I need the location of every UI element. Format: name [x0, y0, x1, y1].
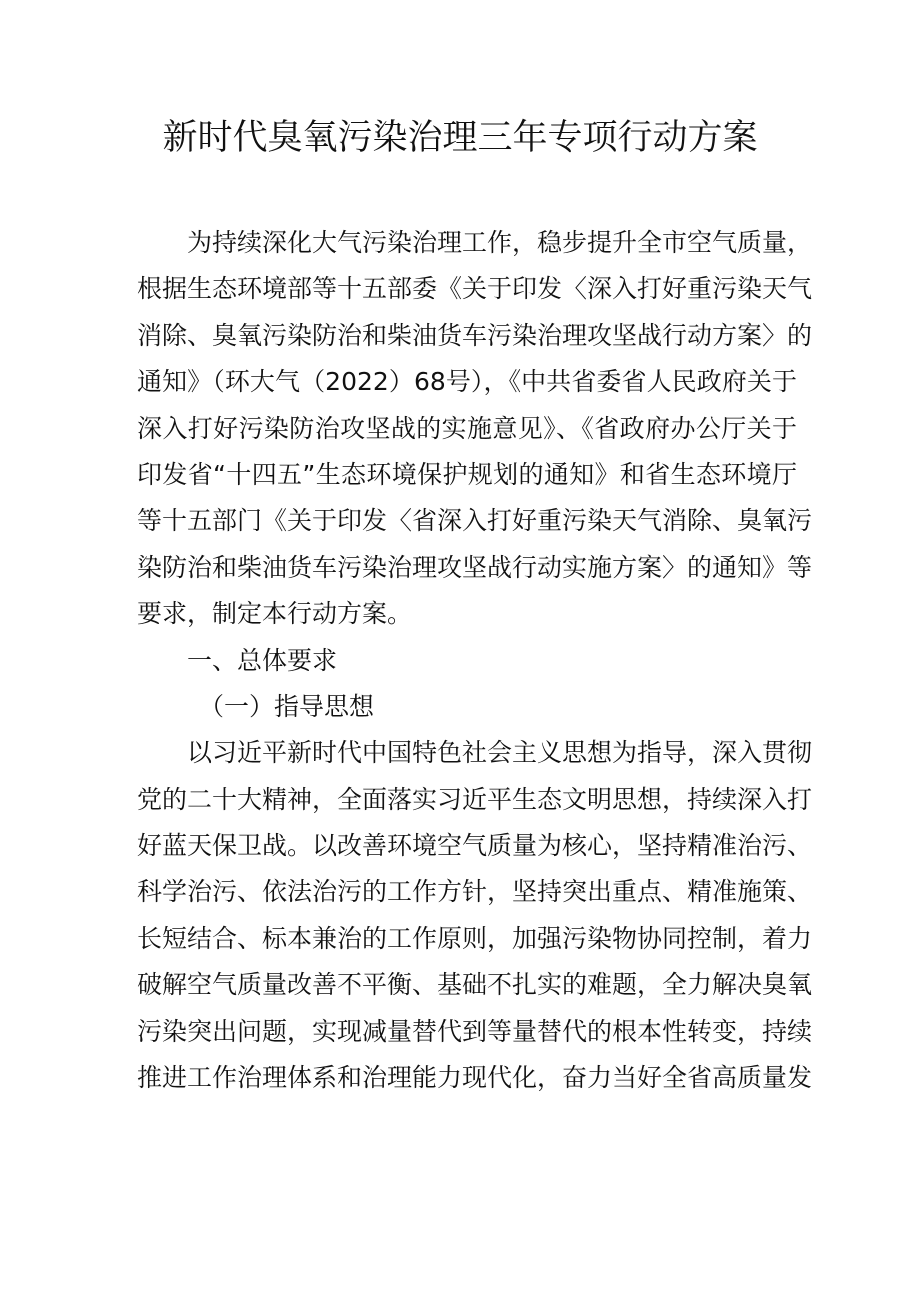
- paragraph-line: 破解空气质量改善不平衡、基础不扎实的难题，全力解决臭氧: [137, 970, 813, 1000]
- paragraph-line: 推进工作治理体系和治理能力现代化，奋力当好全省高质量发: [137, 1063, 813, 1093]
- paragraph-line: 通知》（环大气（2022）68号），《中共省委省人民政府关于: [137, 367, 797, 397]
- paragraph-line: 要求，制定本行动方案。: [137, 599, 413, 629]
- paragraph-line: 染防治和柴油货车污染治理攻坚战行动实施方案〉的通知》等: [137, 552, 813, 582]
- paragraph-line: 好蓝天保卫战。以改善环境空气质量为核心，坚持精准治污、: [137, 831, 813, 861]
- paragraph-line: 科学治污、依法治污的工作方针，坚持突出重点、精准施策、: [137, 877, 813, 907]
- paragraph-line: 等十五部门《关于印发〈省深入打好重污染天气消除、臭氧污: [137, 506, 813, 536]
- paragraph-line: 深入打好污染防治攻坚战的实施意见》、《省政府办公厅关于: [137, 413, 797, 443]
- paragraph-line: 根据生态环境部等十五部委《关于印发〈深入打好重污染天气: [137, 274, 813, 304]
- subsection-heading: （一）指导思想: [199, 691, 375, 721]
- paragraph-line: 污染突出问题，实现减量替代到等量替代的根本性转变，持续: [137, 1016, 813, 1046]
- paragraph-line: 为持续深化大气污染治理工作，稳步提升全市空气质量，: [187, 228, 813, 257]
- document-body: [137, 220, 813, 1101]
- paragraph-line: 长短结合、标本兼治的工作原则，加强污染物协同控制，着力: [137, 923, 813, 953]
- paragraph-line: 消除、臭氧污染防治和柴油货车污染治理攻坚战行动方案〉的: [137, 320, 813, 350]
- document-title: 新时代臭氧污染治理三年专项行动方案: [162, 118, 758, 158]
- section-heading: 一、总体要求: [187, 645, 338, 675]
- paragraph-line: 党的二十大精神，全面落实习近平生态文明思想，持续深入打: [137, 784, 813, 814]
- paragraph-line: 印发省“十四五”生态环境保护规划的通知》和省生态环境厅: [137, 459, 797, 489]
- paragraph-line: 以习近平新时代中国特色社会主义思想为指导，深入贯彻: [187, 738, 813, 768]
